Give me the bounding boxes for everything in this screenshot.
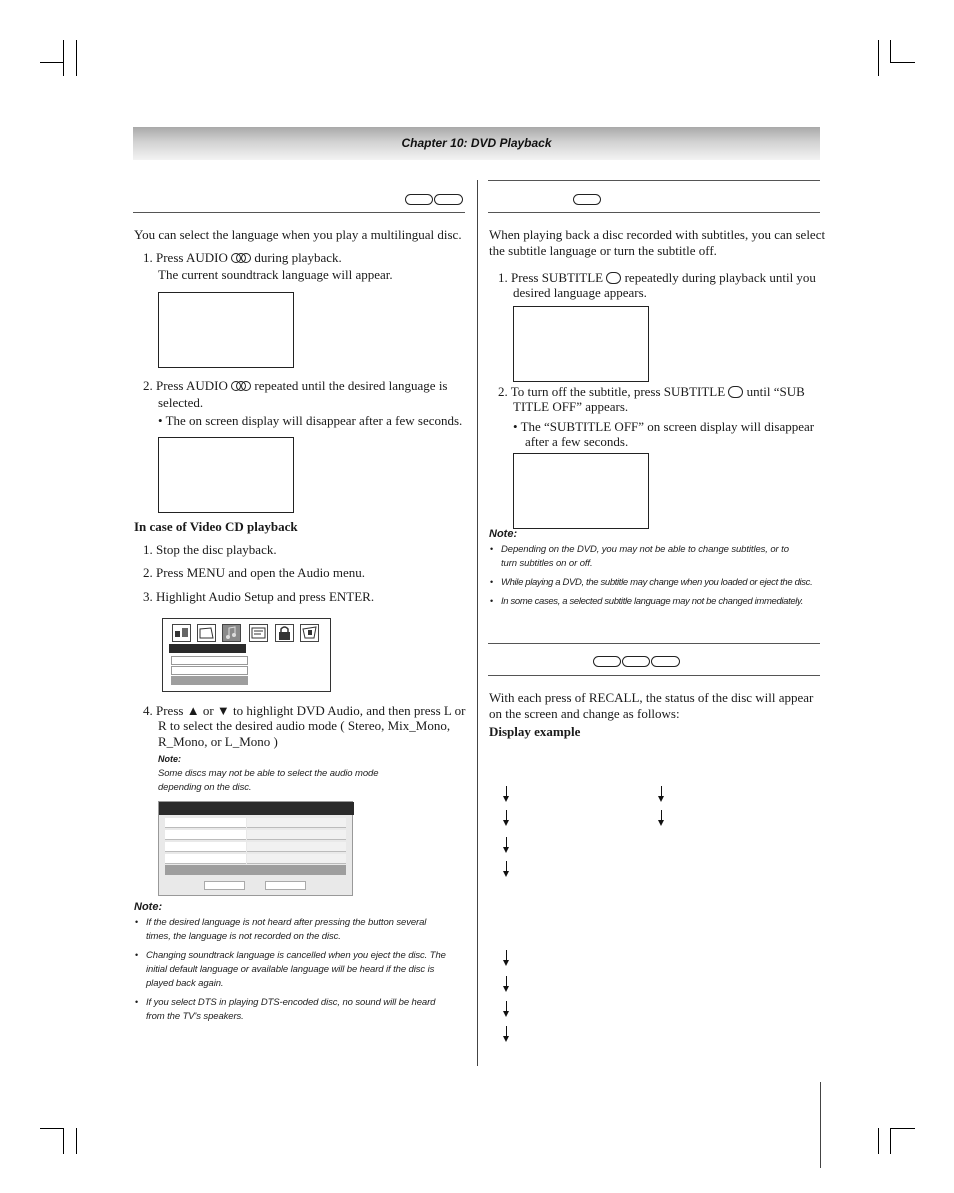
- crop-mark: [63, 1128, 64, 1154]
- lock-icon: [275, 624, 294, 642]
- done-button[interactable]: [204, 881, 245, 890]
- audio-osd-screen: [158, 292, 294, 368]
- inner-note-line2: depending on the disc.: [158, 782, 252, 793]
- subtitle-note-1-line2: turn subtitles on or off.: [501, 558, 593, 569]
- down-arrow-icon: [657, 786, 667, 802]
- step2-line1: [143, 378, 448, 394]
- step2-bullet: • The on screen display will disappear after a few seconds.: [158, 413, 463, 428]
- subtitle-osd-screen: [513, 306, 649, 382]
- menu-row[interactable]: [171, 656, 248, 665]
- vcd-heading: In case of Video CD playback: [134, 519, 298, 534]
- down-arrow-icon: [502, 976, 512, 992]
- crop-mark: [890, 62, 915, 63]
- setting-value-cell[interactable]: [247, 818, 346, 828]
- step1-text-a: 1. Press AUDIO: [143, 250, 228, 265]
- menu-row[interactable]: [171, 666, 248, 675]
- subtitle-step2-line1: [498, 384, 805, 400]
- setting-value-cell[interactable]: [247, 842, 346, 852]
- note-bullet: •: [135, 997, 139, 1007]
- menu-title-bar: [169, 644, 246, 653]
- crop-mark: [76, 1128, 77, 1154]
- down-arrow-icon: [502, 810, 512, 826]
- crop-mark: [40, 1128, 63, 1129]
- subtitle-intro-line2: the subtitle language or turn the subtitle off.: [489, 243, 717, 258]
- parental-icon: [249, 624, 268, 642]
- step4-line1: 4. Press ▲ or ▼ to highlight DVD Audio, and then press L or: [143, 703, 466, 718]
- note-bullet: •: [490, 544, 494, 554]
- note-bullet: •: [490, 577, 494, 587]
- step1-line1: [143, 250, 342, 266]
- recall-line2: on the screen and change as follows:: [489, 706, 680, 721]
- dvd-disc-badge: [405, 194, 433, 205]
- cd-disc-badge: [651, 656, 680, 667]
- subtitle-step2-text-a: 2. To turn off the subtitle, press SUBTITLE: [498, 384, 726, 399]
- display-example-label: Display example: [489, 724, 581, 739]
- setting-label-cell[interactable]: [165, 830, 246, 840]
- subtitle-step1-line2: desired language appears.: [513, 285, 647, 300]
- section-rule: [488, 675, 820, 676]
- note-2-line1: Changing soundtrack language is cancelled when you eject the disc. The: [146, 950, 446, 961]
- subtitle-button-icon: [728, 386, 743, 398]
- section-rule: [488, 643, 820, 644]
- setting-label-cell[interactable]: [165, 842, 246, 852]
- step2-line2: selected.: [158, 395, 204, 410]
- audio-intro: You can select the language when you play a multilingual disc.: [134, 227, 462, 242]
- down-arrow-icon: [502, 1026, 512, 1042]
- recall-line1: With each press of RECALL, the status of the disc will appear: [489, 690, 814, 705]
- subtitle-button-icon: [606, 272, 621, 284]
- down-arrow-icon: [502, 861, 512, 877]
- note-1-line2: times, the language is not recorded on the disc.: [146, 931, 341, 942]
- subtitle-step1-line1: [498, 270, 816, 286]
- subtitle-step2-line2: TITLE OFF” appears.: [513, 399, 629, 414]
- note-bullet: •: [135, 950, 139, 960]
- step1-line2: The current soundtrack language will appear.: [158, 267, 393, 282]
- crop-mark: [890, 1128, 891, 1154]
- other-icon: [300, 624, 319, 642]
- down-arrow-icon: [502, 837, 512, 853]
- note-3-line1: If you select DTS in playing DTS-encoded disc, no sound will be heard: [146, 997, 436, 1008]
- vcd-step2: 2. Press MENU and open the Audio menu.: [143, 565, 366, 580]
- subtitle-intro-line1: When playing back a disc recorded with subtitles, you can select: [489, 227, 826, 242]
- note-2-line3: played back again.: [146, 978, 224, 989]
- language-icon: [172, 624, 191, 642]
- dvd-disc-badge: [573, 194, 601, 205]
- setting-value-cell[interactable]: [247, 830, 346, 840]
- subtitle-step2-bullet1: • The “SUBTITLE OFF” on screen display will disappear: [513, 419, 815, 434]
- note-3-line2: from the TV's speakers.: [146, 1011, 244, 1022]
- crop-mark: [40, 62, 63, 63]
- audio-setup-screen: [158, 801, 353, 896]
- vcd-disc-badge: [434, 194, 463, 205]
- step4-line2: R to select the desired audio mode ( Stereo, Mix_Mono,: [158, 718, 451, 733]
- section-rule: [488, 180, 820, 181]
- audio-button-icon: [231, 380, 251, 392]
- audio-button-icon: [231, 252, 251, 264]
- down-arrow-icon: [502, 786, 512, 802]
- vcd-disc-badge: [622, 656, 650, 667]
- note-bullet: •: [490, 596, 494, 606]
- step4-line3: R_Mono, or L_Mono ): [158, 734, 278, 749]
- column-divider: [477, 180, 478, 1066]
- down-arrow-icon: [657, 810, 667, 826]
- crop-mark: [878, 1128, 879, 1154]
- setting-label-cell[interactable]: [165, 854, 246, 864]
- vcd-step3: 3. Highlight Audio Setup and press ENTER.: [143, 589, 375, 604]
- cancel-button[interactable]: [265, 881, 306, 890]
- down-arrow-icon: [502, 1001, 512, 1017]
- subtitle-off-osd-screen: [513, 453, 649, 529]
- subtitle-note-1-line1: Depending on the DVD, you may not be able to change subtitles, or to: [501, 544, 789, 555]
- subtitle-step1-text-a: 1. Press SUBTITLE: [498, 270, 604, 285]
- note-1-line1: If the desired language is not heard after pressing the button several: [146, 917, 427, 928]
- vcd-step1: 1. Stop the disc playback.: [143, 542, 277, 557]
- chapter-header: [133, 127, 820, 160]
- dvd-disc-badge: [593, 656, 621, 667]
- note-heading: Note:: [134, 901, 163, 913]
- step1-text-b: during playback.: [254, 250, 342, 265]
- setting-label-cell[interactable]: [165, 818, 246, 828]
- picture-icon: [197, 624, 216, 642]
- step2-text-b: repeated until the desired language is: [254, 378, 448, 393]
- menu-row-highlight[interactable]: [171, 676, 248, 685]
- subtitle-step1-text-b: repeatedly during playback until you: [624, 270, 816, 285]
- step2-text-a: 2. Press AUDIO: [143, 378, 228, 393]
- subtitle-note-2-line1: While playing a DVD, the subtitle may change when you loaded or eject the disc.: [501, 577, 813, 588]
- page-edge-line: [820, 1082, 821, 1168]
- section-rule: [133, 212, 465, 213]
- audio-osd-screen-2: [158, 437, 294, 513]
- audio-icon: [222, 624, 241, 642]
- crop-mark: [63, 40, 64, 76]
- inner-note-line1: Some discs may not be able to select the audio mode: [158, 768, 379, 779]
- note-bullet: •: [135, 917, 139, 927]
- crop-mark: [890, 40, 891, 62]
- crop-mark: [890, 1128, 915, 1129]
- crop-mark: [878, 40, 879, 76]
- subtitle-note-3-line1: In some cases, a selected subtitle language may not be changed immediately.: [501, 596, 804, 607]
- audio-setup-title-bar: [159, 802, 354, 815]
- setting-row-highlight[interactable]: [165, 865, 346, 875]
- setup-menu-screen: [162, 618, 331, 692]
- setting-value-cell[interactable]: [247, 854, 346, 864]
- note-2-line2: initial default language or available language will be heard if the disc is: [146, 964, 435, 975]
- inner-note-heading: Note:: [158, 754, 181, 764]
- subtitle-note-heading: Note:: [489, 528, 518, 540]
- section-rule: [488, 212, 820, 213]
- subtitle-step2-text-b: until “SUB: [746, 384, 805, 399]
- down-arrow-icon: [502, 950, 512, 966]
- chapter-title: Chapter 10: DVD Playback: [401, 136, 552, 150]
- subtitle-step2-bullet2: after a few seconds.: [525, 434, 629, 449]
- crop-mark: [76, 40, 77, 76]
